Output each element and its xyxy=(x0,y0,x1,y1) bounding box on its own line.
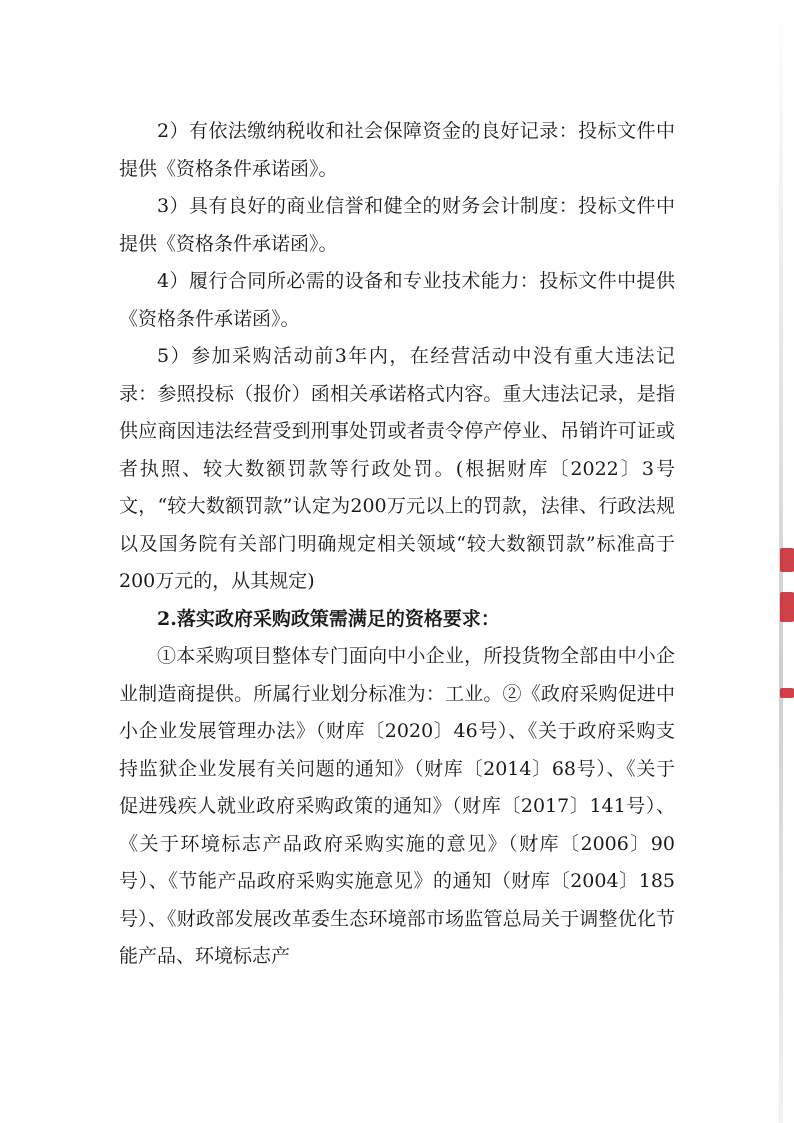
section-heading-policy-requirements: 2.落实政府采购政策需满足的资格要求： xyxy=(157,607,500,630)
paragraph-equipment-capability: 4）履行合同所必需的设备和专业技术能力：投标文件中提供《资格条件承诺函》。 xyxy=(119,270,675,330)
paragraph-credit-finance: 3）具有良好的商业信誉和健全的财务会计制度：投标文件中提供《资格条件承诺函》。 xyxy=(119,195,675,255)
seal-fragment-top xyxy=(780,548,794,572)
paragraph-no-violation-record: 5）参加采购活动前3年内，在经营活动中没有重大违法记录：参照投标（报价）函相关承诺格式内容。重大违法记录，是指供应商因违法经营受到刑事处罚或者责令停产停业、吊销许可证或者执照、较大数额罚款等行政处罚。(根据财库〔2022〕3号文，“较大数额罚款”认定为200万元以上的罚款，法律、行政法规以及国务院有关部门明确规定相关领域“较大数额罚款”标准高于200万元的，从其规定) xyxy=(119,345,675,592)
seal-fragment-bottom xyxy=(780,688,794,698)
paragraph-tax-record: 2）有依法缴纳税收和社会保障资金的良好记录：投标文件中提供《资格条件承诺函》。 xyxy=(119,120,675,180)
paragraph-policy-details: ①本采购项目整体专门面向中小企业，所投货物全部由中小企业制造商提供。所属行业划分标准为：工业。②《政府采购促进中小企业发展管理办法》（财库〔2020〕46号）、《关于政府采购支持监狱企业发展有关问题的通知》（财库〔2014〕68号）、《关于促进残疾人就业政府采购政策的通知》（财库〔2017〕141号）、《关于环境标志产品政府采购实施的意见》（财库〔2006〕90号）、《节能产品政府采购实施意见》的通知（财库〔2004〕185号）、《财政部发展改革委生态环境部市场监管总局关于调整优化节能产品、环境标志产 xyxy=(119,645,675,967)
seal-fragment-middle xyxy=(780,592,794,622)
document-body xyxy=(119,113,675,976)
